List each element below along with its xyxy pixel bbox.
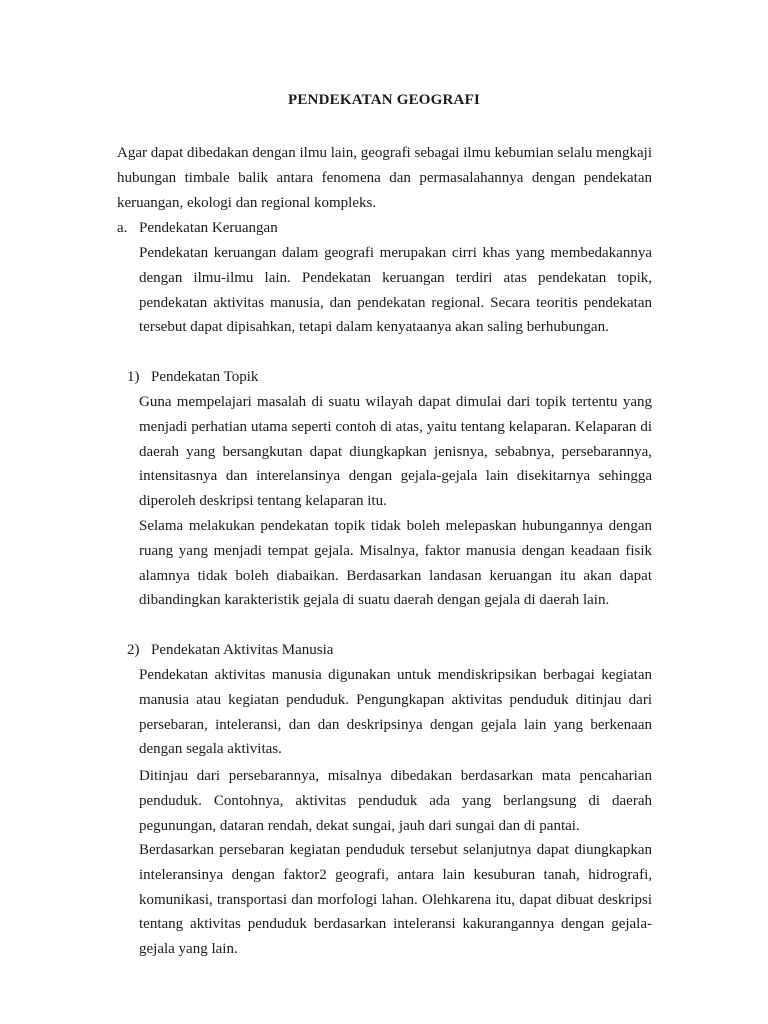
section-a-marker: a. xyxy=(117,220,128,236)
intro-paragraph: Agar dapat dibedakan dengan ilmu lain, geografi sebagai ilmu kebumian selalu mengkaji hubungan timbale balik antara fenomena dan permasalahannya dengan pendekatan keruangan, ekologi dan regional kompleks. xyxy=(117,145,652,211)
section-2-paragraph-1: Pendekatan aktivitas manusia digunakan untuk mendiskripsikan berbagai kegiatan manusia atau kegiatan penduduk. Pengungkapan aktivitas penduduk ditinjau dari persebaran, inteleransi, dan dan deskripsinya dengan gejala lain yang berkenaan dengan segala aktivitas. xyxy=(139,667,652,758)
section-2-label: Pendekatan Aktivitas Manusia xyxy=(151,642,334,658)
section-1-paragraph-1: Guna mempelajari masalah di suatu wilayah dapat dimulai dari topik tertentu yang menjadi perhatian utama seperti contoh di atas, yaitu tentang kelaparan. Kelaparan di daerah yang bersangkutan dapat diungkapkan jenisnya, sebabnya, persebarannya, intensitasnya dan interelansinya dengan gejala-gejala lain disekitarnya sehingga diperoleh deskripsi tentang kelaparan itu. xyxy=(139,394,652,510)
section-a-label: Pendekatan Keruangan xyxy=(139,220,278,236)
section-a-paragraph: Pendekatan keruangan dalam geografi merupakan cirri khas yang membedakannya dengan ilmu-ilmu lain. Pendekatan keruangan terdiri atas pendekatan topik, pendekatan aktivitas manusia, dan pendekatan regional. Secara teoritis pendekatan tersebut dapat dipisahkan, tetapi dalam kenyataanya akan saling berhubungan. xyxy=(139,245,652,336)
page-title: PENDEKATAN GEOGRAFI xyxy=(287,92,480,108)
section-2-marker: 2) xyxy=(127,642,140,658)
section-2-paragraph-2: Ditinjau dari persebarannya, misalnya dibedakan berdasarkan mata pencaharian penduduk. Contohnya, aktivitas penduduk ada yang berlangsung di daerah pegunungan, dataran rendah, dekat sungai, jauh dari sungai dan di pantai. xyxy=(139,768,652,834)
section-2-paragraph-3: Berdasarkan persebaran kegiatan penduduk tersebut selanjutnya dapat diungkapkan inteleransinya dengan faktor2 geografi, antara lain kesuburan tanah, hidrografi, komunikasi, transportasi dan morfologi lahan. Olehkarena itu, dapat dibuat deskripsi tentang aktivitas penduduk berdasarkan inteleransi kakurangannya dengan gejala-gejala yang lain. xyxy=(139,842,652,958)
section-1-label: Pendekatan Topik xyxy=(151,369,259,385)
section-1-marker: 1) xyxy=(127,369,140,385)
section-1-paragraph-2: Selama melakukan pendekatan topik tidak boleh melepaskan hubungannya dengan ruang yang menjadi tempat gejala. Misalnya, faktor manusia dengan keadaan fisik alamnya tidak boleh diabaikan. Berdasarkan landasan keruangan itu akan dapat dibandingkan karakteristik gejala di suatu daerah dengan gejala di daerah lain. xyxy=(139,518,652,609)
